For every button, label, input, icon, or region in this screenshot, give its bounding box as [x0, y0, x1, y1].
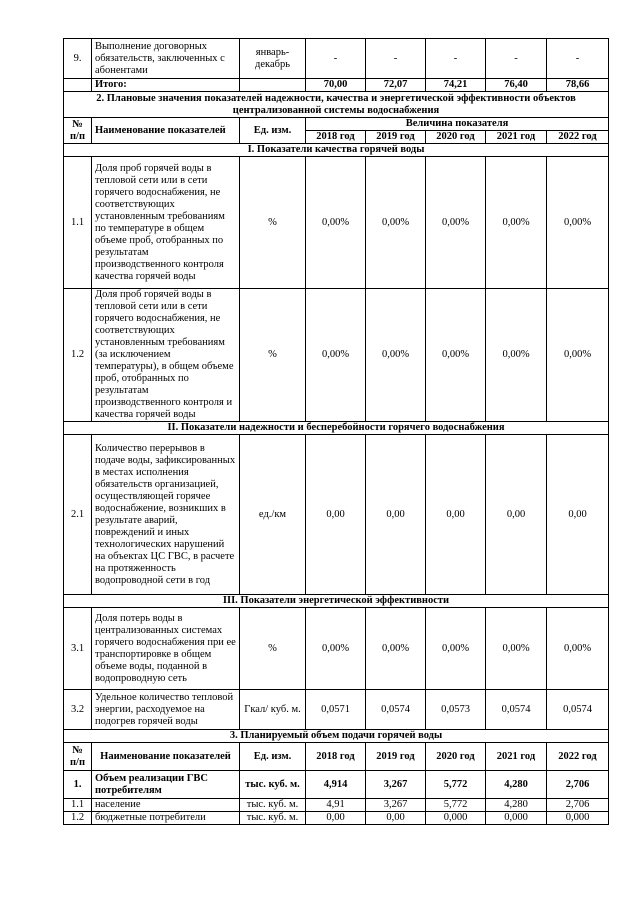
value-cell: 5,772	[426, 771, 486, 799]
row-number: 9.	[64, 39, 92, 79]
row-number: 2.1	[64, 435, 92, 595]
row-number: 1.1	[64, 799, 92, 812]
value-cell: 0,000	[547, 812, 609, 825]
value-cell: 0,00%	[306, 157, 366, 289]
value-cell: 0,00%	[426, 157, 486, 289]
value-cell: 0,00%	[486, 157, 547, 289]
section-title-row	[64, 92, 609, 118]
value-cell: 0,0571	[306, 690, 366, 730]
row-unit: тыс. куб. м.	[240, 812, 306, 825]
row-number: 1.1	[64, 157, 92, 289]
value-cell: 0,00%	[366, 608, 426, 690]
row-number: 1.	[64, 771, 92, 799]
table-row	[64, 812, 609, 825]
header-year: 2021 год	[486, 743, 547, 771]
header-year: 2022 год	[547, 131, 609, 144]
table-row	[64, 157, 609, 289]
value-cell: 0,00%	[306, 289, 366, 422]
header-year: 2022 год	[547, 743, 609, 771]
row-name: Объем реализации ГВС потребителям	[92, 771, 240, 799]
value-cell: 4,914	[306, 771, 366, 799]
value-cell: 5,772	[426, 799, 486, 812]
row-name: Выполнение договорных обязательств, заключенных с абонентами	[92, 39, 240, 79]
table-row	[64, 435, 609, 595]
row-unit: %	[240, 608, 306, 690]
value-cell: 0,00%	[486, 608, 547, 690]
total-value: 76,40	[486, 79, 547, 92]
header-number: № п/п	[64, 118, 92, 144]
header-year: 2019 год	[366, 743, 426, 771]
value-cell: 0,00%	[547, 608, 609, 690]
subsection-2-title: II. Показатели надежности и бесперебойности горячего водоснабжения	[64, 422, 609, 435]
subsection-row	[64, 422, 609, 435]
value-cell: 0,00%	[366, 289, 426, 422]
section-2-header-row	[64, 118, 609, 131]
value-cell: 0,000	[486, 812, 547, 825]
value-cell: -	[486, 39, 547, 79]
section-3-title: 3. Планируемый объем подачи горячей воды	[64, 730, 609, 743]
indicators-table	[63, 38, 609, 825]
total-value: 78,66	[547, 79, 609, 92]
value-cell: 0,00%	[306, 608, 366, 690]
row-unit: %	[240, 157, 306, 289]
row-name: Доля потерь воды в централизованных системах горячего водоснабжения при ее транспортировке в общем объеме воды, поданной в водопроводную сеть	[92, 608, 240, 690]
value-cell: 4,280	[486, 771, 547, 799]
subsection-3-title: III. Показатели энергетической эффективности	[64, 595, 609, 608]
value-cell: 0,0574	[366, 690, 426, 730]
table-row	[64, 771, 609, 799]
header-year: 2018 год	[306, 131, 366, 144]
value-cell: 0,00%	[486, 289, 547, 422]
row-unit: тыс. куб. м.	[240, 799, 306, 812]
subsection-row	[64, 144, 609, 157]
header-value-group: Величина показателя	[306, 118, 609, 131]
value-cell: 0,00%	[547, 289, 609, 422]
header-unit: Ед. изм.	[240, 743, 306, 771]
table-row-9	[64, 39, 609, 79]
section-3-header-row	[64, 743, 609, 771]
total-value: 74,21	[426, 79, 486, 92]
row-name: Доля проб горячей воды в тепловой сети или в сети горячего водоснабжения, не соответствующих установленным требованиям по температуре в общем объеме проб, отобранных по результатам производственного контроля качества горячей воды	[92, 157, 240, 289]
row-unit: Гкал/ куб. м.	[240, 690, 306, 730]
table-row-total	[64, 79, 609, 92]
subsection-1-title: I. Показатели качества горячей воды	[64, 144, 609, 157]
row-number: 1.2	[64, 289, 92, 422]
row-unit: %	[240, 289, 306, 422]
header-year: 2021 год	[486, 131, 547, 144]
row-number: 3.1	[64, 608, 92, 690]
header-year: 2019 год	[366, 131, 426, 144]
value-cell: 0,00%	[426, 289, 486, 422]
header-year: 2018 год	[306, 743, 366, 771]
header-unit: Ед. изм.	[240, 118, 306, 144]
row-name: население	[92, 799, 240, 812]
subsection-row	[64, 595, 609, 608]
table-row	[64, 289, 609, 422]
value-cell: -	[306, 39, 366, 79]
header-name: Наименование показателей	[92, 743, 240, 771]
value-cell: 0,000	[426, 812, 486, 825]
header-name: Наименование показателей	[92, 118, 240, 144]
total-label: Итого:	[92, 79, 240, 92]
table-row	[64, 690, 609, 730]
value-cell: 0,00	[486, 435, 547, 595]
row-name: Удельное количество тепловой энергии, расходуемое на подогрев горячей воды	[92, 690, 240, 730]
row-unit: тыс. куб. м.	[240, 771, 306, 799]
table-row	[64, 608, 609, 690]
value-cell: 4,280	[486, 799, 547, 812]
header-year: 2020 год	[426, 131, 486, 144]
row-period: январь-декабрь	[240, 39, 306, 79]
value-cell: 0,00%	[547, 157, 609, 289]
value-cell: 4,91	[306, 799, 366, 812]
header-number: № п/п	[64, 743, 92, 771]
value-cell: 0,00	[366, 812, 426, 825]
row-number: 3.2	[64, 690, 92, 730]
value-cell: 3,267	[366, 771, 426, 799]
value-cell: 0,00	[547, 435, 609, 595]
value-cell: 0,0573	[426, 690, 486, 730]
value-cell: -	[426, 39, 486, 79]
row-name: Доля проб горячей воды в тепловой сети или в сети горячего водоснабжения, не соответствующих установленным требованиям (за исключением температуры), в общем объеме проб, отобранных по результатам производственного контроля и качества горячей воды	[92, 289, 240, 422]
value-cell: -	[366, 39, 426, 79]
value-cell: 0,00%	[366, 157, 426, 289]
section-2-title: 2. Плановые значения показателей надежности, качества и энергетической эффективности объектов централизованной системы водоснабжения	[64, 92, 609, 118]
table-row	[64, 799, 609, 812]
value-cell: 0,0574	[486, 690, 547, 730]
section-title-row	[64, 730, 609, 743]
value-cell: 0,0574	[547, 690, 609, 730]
header-year: 2020 год	[426, 743, 486, 771]
row-name: Количество перерывов в подаче воды, зафиксированных в местах исполнения обязательств организацией, осуществляющей горячее водоснабжение, возникших в результате аварий, повреждений и иных технологических нарушений на объектах ЦС ГВС, в расчете на протяженность водопроводной сети в год	[92, 435, 240, 595]
row-number: 1.2	[64, 812, 92, 825]
value-cell: 3,267	[366, 799, 426, 812]
row-name: бюджетные потребители	[92, 812, 240, 825]
value-cell: 2,706	[547, 799, 609, 812]
value-cell: 0,00	[306, 435, 366, 595]
row-unit: ед./км	[240, 435, 306, 595]
document-page	[63, 38, 608, 825]
value-cell: 0,00	[366, 435, 426, 595]
value-cell: -	[547, 39, 609, 79]
total-value: 70,00	[306, 79, 366, 92]
value-cell: 2,706	[547, 771, 609, 799]
total-value: 72,07	[366, 79, 426, 92]
value-cell: 0,00	[426, 435, 486, 595]
value-cell: 0,00	[306, 812, 366, 825]
value-cell: 0,00%	[426, 608, 486, 690]
